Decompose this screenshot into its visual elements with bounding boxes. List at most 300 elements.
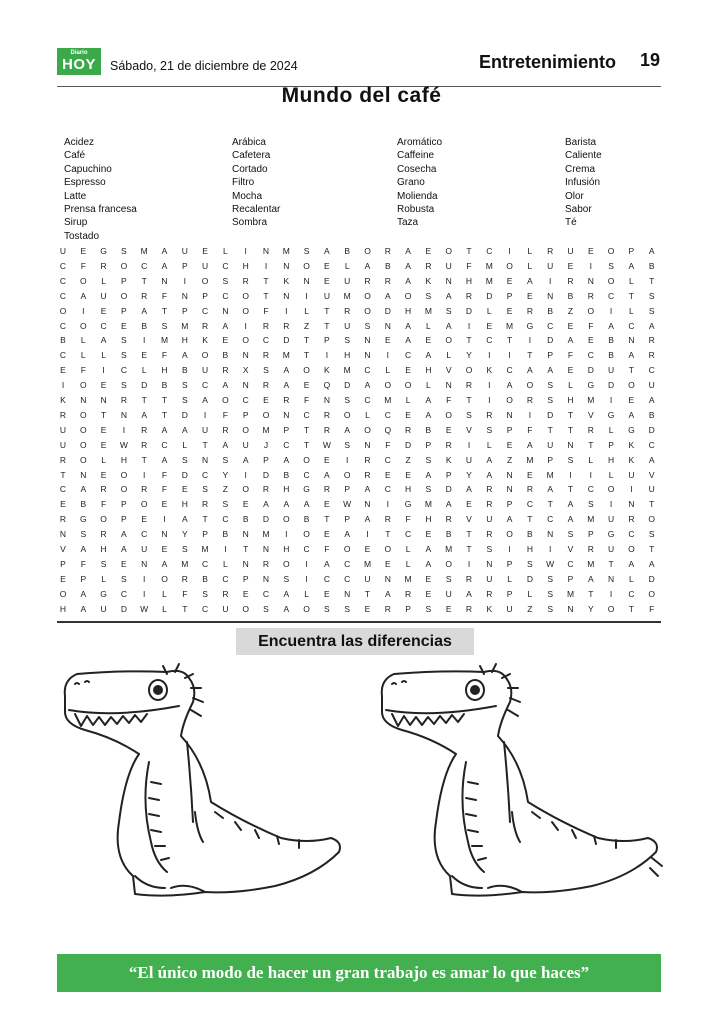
grid-letter: B: [445, 529, 452, 540]
grid-letter: D: [181, 469, 188, 480]
grid-letter: R: [486, 529, 493, 540]
grid-letter: P: [283, 424, 290, 435]
grid-letter: U: [648, 380, 655, 391]
grid-letter: E: [324, 454, 330, 465]
grid-letter: D: [648, 424, 655, 435]
grid-letter: K: [425, 275, 432, 286]
grid-letter: O: [120, 260, 128, 271]
grid-letter: P: [445, 469, 452, 480]
grid-letter: H: [100, 544, 107, 554]
grid-letter: I: [467, 558, 471, 569]
grid-letter: N: [608, 573, 615, 584]
grid-letter: C: [59, 290, 67, 301]
grid-letter: T: [161, 305, 168, 316]
grid-letter: A: [425, 350, 432, 361]
grid-letter: M: [363, 558, 372, 569]
grid-letter: E: [425, 573, 432, 584]
grid-letter: T: [466, 246, 472, 256]
grid-letter: O: [607, 246, 615, 256]
grid-letter: A: [364, 260, 371, 271]
grid-letter: C: [344, 573, 351, 584]
grid-letter: F: [182, 588, 188, 599]
grid-letter: N: [506, 484, 513, 495]
grid-letter: V: [587, 409, 594, 420]
grid-letter: A: [364, 380, 371, 391]
grid-letter: I: [589, 469, 592, 480]
grid-letter: P: [242, 409, 249, 420]
grid-letter: C: [202, 469, 209, 480]
word-list-item: Recalentar: [232, 204, 281, 215]
grid-letter: R: [526, 395, 533, 405]
grid-letter: A: [567, 335, 574, 346]
grid-letter: I: [467, 439, 471, 450]
grid-letter: C: [648, 439, 655, 450]
grid-letter: O: [343, 469, 351, 480]
grid-letter: A: [628, 350, 635, 361]
grid-letter: F: [222, 409, 228, 420]
grid-letter: A: [587, 573, 594, 584]
grid-letter: U: [547, 260, 554, 271]
grid-letter: U: [59, 439, 67, 450]
grid-letter: I: [488, 380, 491, 391]
word-list-item: Espresso: [64, 177, 106, 189]
grid-letter: R: [526, 484, 533, 495]
grid-letter: A: [648, 395, 655, 405]
grid-letter: A: [181, 514, 188, 525]
grid-letter: U: [486, 573, 493, 584]
grid-letter: O: [79, 320, 87, 331]
grid-letter: O: [445, 558, 452, 569]
grid-letter: O: [303, 529, 310, 540]
grid-letter: P: [202, 290, 208, 301]
grid-letter: L: [101, 573, 106, 584]
grid-letter: D: [608, 380, 615, 391]
grid-letter: O: [404, 290, 412, 301]
grid-letter: N: [506, 409, 513, 420]
grid-letter: B: [141, 320, 148, 331]
grid-letter: O: [79, 409, 87, 420]
grid-letter: S: [547, 603, 554, 614]
grid-letter: L: [608, 424, 614, 435]
word-list-item: Barista: [565, 137, 597, 148]
grid-letter: N: [567, 603, 574, 614]
grid-letter: N: [242, 558, 249, 569]
grid-letter: E: [222, 335, 229, 346]
grid-letter: T: [527, 514, 533, 525]
grid-letter: I: [244, 320, 247, 331]
grid-letter: T: [466, 395, 472, 405]
grid-letter: O: [79, 439, 87, 450]
grid-letter: C: [202, 603, 209, 614]
grid-letter: E: [324, 499, 330, 510]
grid-letter: E: [384, 469, 391, 480]
grid-letter: L: [507, 573, 512, 584]
grid-letter: R: [526, 305, 533, 316]
grid-letter: R: [100, 260, 107, 271]
grid-letter: M: [282, 350, 290, 361]
grid-letter: C: [303, 469, 310, 480]
grid-letter: N: [161, 275, 168, 286]
grid-letter: C: [283, 439, 290, 450]
grid-letter: R: [486, 588, 493, 599]
grid-letter: D: [648, 573, 655, 584]
grid-letter: T: [202, 514, 208, 525]
grid-letter: Q: [384, 424, 392, 435]
grid-letter: E: [384, 335, 391, 346]
grid-letter: N: [120, 409, 127, 420]
grid-letter: O: [303, 454, 310, 465]
grid-letter: R: [59, 514, 67, 525]
grid-letter: B: [425, 424, 432, 435]
word-list-item: Prensa francesa: [64, 204, 137, 215]
grid-letter: O: [607, 275, 615, 286]
grid-letter: O: [201, 275, 209, 286]
grid-letter: P: [425, 439, 432, 450]
grid-letter: U: [242, 439, 249, 450]
grid-letter: M: [404, 573, 412, 584]
grid-letter: U: [608, 365, 615, 376]
grid-letter: C: [303, 544, 310, 554]
grid-letter: S: [445, 305, 452, 316]
word-list-item: Infusión: [565, 177, 601, 189]
grid-letter: M: [445, 544, 453, 554]
grid-letter: U: [59, 246, 67, 256]
grid-letter: T: [466, 529, 472, 540]
grid-letter: I: [609, 588, 613, 599]
grid-letter: E: [567, 365, 574, 376]
grid-letter: E: [100, 305, 107, 316]
grid-letter: H: [181, 335, 188, 346]
grid-letter: B: [384, 260, 391, 271]
word-list-item: Arábica: [232, 137, 266, 148]
grid-letter: I: [264, 260, 268, 271]
grid-letter: P: [181, 305, 188, 316]
grid-letter: O: [465, 365, 473, 376]
grid-letter: T: [141, 454, 147, 465]
grid-letter: U: [648, 484, 655, 495]
grid-letter: U: [100, 603, 107, 614]
grid-letter: O: [282, 514, 290, 525]
grid-letter: U: [344, 320, 351, 331]
grid-letter: B: [344, 246, 351, 256]
grid-letter: C: [587, 350, 594, 361]
issue-date: Sábado, 21 de diciembre de 2024: [110, 59, 298, 73]
grid-letter: S: [344, 603, 351, 614]
grid-letter: A: [222, 380, 229, 391]
grid-letter: P: [547, 454, 554, 465]
grid-letter: F: [446, 395, 452, 405]
grid-letter: S: [648, 529, 655, 540]
grid-letter: D: [120, 603, 127, 614]
grid-letter: S: [648, 305, 655, 316]
grid-letter: A: [648, 558, 655, 569]
grid-letter: A: [222, 320, 229, 331]
grid-letter: I: [508, 246, 511, 256]
grid-letter: O: [445, 409, 452, 420]
grid-letter: N: [547, 290, 554, 301]
grid-letter: T: [303, 439, 310, 450]
grid-letter: O: [648, 588, 655, 599]
grid-letter: L: [101, 275, 106, 286]
grid-letter: I: [244, 469, 247, 480]
grid-letter: O: [140, 499, 148, 510]
grid-letter: R: [587, 544, 594, 554]
grid-letter: G: [607, 409, 615, 420]
grid-letter: O: [526, 380, 534, 391]
grid-letter: S: [121, 380, 127, 391]
grid-letter: O: [242, 305, 249, 316]
grid-letter: D: [547, 409, 554, 420]
grid-letter: C: [384, 484, 391, 495]
grid-letter: U: [222, 603, 229, 614]
grid-letter: L: [80, 335, 86, 346]
grid-letter: I: [346, 454, 349, 465]
grid-letter: L: [101, 454, 106, 465]
grid-letter: N: [486, 558, 493, 569]
grid-letter: I: [183, 275, 186, 286]
grid-letter: E: [100, 439, 107, 450]
grid-letter: B: [608, 335, 614, 346]
grid-letter: S: [486, 544, 493, 554]
grid-letter: C: [141, 529, 148, 540]
grid-letter: L: [365, 409, 370, 420]
grid-letter: A: [405, 335, 411, 346]
grid-letter: G: [79, 514, 87, 525]
grid-letter: B: [648, 409, 655, 420]
grid-letter: S: [303, 246, 310, 256]
grid-letter: S: [121, 246, 127, 256]
logo-small-text: Diario: [70, 50, 88, 56]
word-list-item: Tostado: [64, 230, 100, 242]
grid-letter: T: [141, 395, 147, 405]
grid-letter: O: [303, 365, 310, 376]
grid-letter: F: [405, 514, 411, 525]
grid-letter: L: [405, 558, 411, 569]
grid-letter: E: [161, 544, 168, 554]
grid-letter: A: [202, 395, 208, 405]
grid-letter: R: [323, 424, 330, 435]
grid-letter: F: [161, 469, 168, 480]
grid-letter: D: [405, 439, 412, 450]
grid-letter: R: [344, 305, 351, 316]
grid-letter: N: [222, 305, 229, 316]
grid-letter: E: [527, 469, 533, 480]
grid-letter: T: [567, 409, 574, 420]
grid-letter: I: [386, 499, 389, 510]
word-list-item: Caliente: [565, 150, 602, 162]
grid-letter: C: [59, 275, 67, 286]
grid-letter: C: [364, 395, 371, 405]
grid-letter: A: [324, 469, 330, 480]
grid-letter: N: [303, 275, 310, 286]
word-list-item: Sabor: [565, 204, 592, 215]
grid-letter: G: [100, 588, 107, 599]
grid-letter: P: [263, 454, 269, 465]
grid-letter: C: [242, 395, 249, 405]
grid-letter: P: [506, 424, 513, 435]
grid-letter: I: [549, 275, 552, 286]
grid-letter: I: [609, 499, 613, 510]
grid-letter: I: [143, 469, 146, 480]
grid-letter: H: [608, 454, 615, 465]
grid-letter: S: [181, 380, 188, 391]
grid-letter: U: [506, 603, 513, 614]
grid-letter: D: [526, 573, 533, 584]
grid-letter: P: [181, 260, 188, 271]
grid-letter: W: [140, 603, 149, 614]
grid-letter: E: [506, 275, 513, 286]
grid-letter: F: [324, 544, 330, 554]
grid-letter: L: [223, 558, 228, 569]
grid-letter: S: [161, 320, 168, 331]
grid-letter: U: [344, 275, 351, 286]
grid-letter: R: [364, 275, 371, 286]
grid-letter: L: [162, 588, 167, 599]
grid-letter: L: [344, 260, 350, 271]
grid-letter: T: [385, 529, 391, 540]
grid-letter: B: [161, 380, 168, 391]
grid-letter: L: [527, 588, 533, 599]
grid-letter: N: [445, 275, 452, 286]
grid-letter: E: [425, 529, 432, 540]
grid-letter: S: [222, 454, 229, 465]
grid-letter: N: [80, 469, 87, 480]
grid-letter: T: [547, 499, 553, 510]
grid-letter: B: [80, 499, 87, 510]
crocodile-illustration-right: [372, 662, 672, 922]
grid-letter: E: [425, 246, 432, 256]
grid-letter: T: [141, 275, 147, 286]
grid-letter: L: [527, 260, 533, 271]
grid-letter: K: [283, 275, 290, 286]
grid-letter: S: [547, 588, 554, 599]
grid-letter: A: [466, 484, 472, 495]
grid-letter: P: [121, 499, 127, 510]
grid-letter: S: [425, 603, 432, 614]
grid-letter: B: [202, 573, 208, 584]
grid-letter: Z: [303, 320, 310, 331]
word-list-item: Robusta: [397, 204, 435, 215]
grid-letter: R: [445, 439, 452, 450]
grid-letter: C: [100, 320, 107, 331]
word-list-item: Café: [64, 150, 86, 162]
grid-letter: L: [80, 350, 86, 361]
grid-letter: E: [324, 275, 330, 286]
grid-letter: C: [506, 365, 513, 376]
grid-letter: L: [304, 305, 309, 316]
grid-letter: T: [527, 350, 533, 361]
grid-letter: Z: [405, 454, 411, 465]
grid-letter: I: [609, 305, 613, 316]
grid-letter: E: [60, 499, 66, 510]
grid-letter: K: [445, 454, 452, 465]
grid-letter: G: [526, 320, 534, 331]
word-list-item: Cafetera: [232, 150, 271, 162]
grid-letter: U: [567, 246, 574, 256]
grid-letter: A: [648, 320, 655, 331]
grid-letter: O: [445, 335, 452, 346]
grid-letter: M: [160, 335, 169, 346]
grid-letter: R: [567, 275, 574, 286]
grid-letter: P: [242, 573, 249, 584]
grid-letter: L: [608, 469, 614, 480]
grid-letter: R: [141, 290, 148, 301]
grid-letter: V: [466, 514, 472, 525]
grid-letter: A: [547, 365, 554, 376]
grid-letter: N: [283, 409, 290, 420]
grid-letter: S: [181, 454, 188, 465]
grid-letter: S: [445, 573, 452, 584]
grid-letter: F: [80, 558, 86, 569]
grid-letter: E: [384, 558, 391, 569]
logo-big-text: HOY: [61, 56, 96, 73]
grid-letter: C: [59, 260, 67, 271]
grid-letter: E: [405, 409, 411, 420]
grid-letter: G: [100, 246, 107, 256]
grid-letter: P: [80, 573, 87, 584]
grid-letter: E: [506, 439, 513, 450]
grid-letter: I: [325, 350, 329, 361]
grid-letter: A: [283, 499, 290, 510]
grid-letter: O: [303, 260, 310, 271]
grid-letter: N: [364, 499, 371, 510]
grid-letter: O: [364, 305, 371, 316]
grid-letter: B: [181, 365, 188, 376]
grid-letter: A: [80, 603, 87, 614]
grid-letter: A: [121, 529, 127, 540]
grid-letter: I: [508, 544, 511, 554]
grid-letter: D: [384, 305, 391, 316]
grid-letter: M: [181, 558, 189, 569]
word-list-item: Molienda: [397, 190, 438, 202]
page-number: 19: [640, 50, 661, 70]
grid-letter: E: [100, 469, 107, 480]
grid-letter: S: [466, 409, 472, 420]
grid-letter: N: [161, 529, 168, 540]
grid-letter: R: [100, 529, 107, 540]
grid-letter: N: [262, 573, 270, 584]
grid-letter: R: [262, 350, 270, 361]
grid-letter: M: [566, 588, 575, 599]
grid-letter: B: [648, 260, 655, 271]
grid-letter: C: [547, 320, 554, 331]
grid-letter: C: [59, 350, 67, 361]
grid-letter: C: [222, 290, 229, 301]
grid-letter: O: [59, 588, 67, 599]
grid-letter: O: [262, 409, 270, 420]
grid-letter: D: [181, 409, 188, 420]
grid-letter: C: [120, 365, 127, 376]
grid-letter: V: [445, 365, 452, 376]
grid-letter: C: [202, 558, 209, 569]
grid-letter: K: [486, 365, 493, 376]
grid-letter: R: [587, 290, 594, 301]
grid-letter: B: [567, 290, 574, 301]
grid-letter: U: [202, 260, 209, 271]
grid-letter: M: [384, 395, 392, 405]
grid-letter: C: [628, 529, 635, 540]
grid-letter: N: [587, 275, 594, 286]
grid-letter: F: [588, 320, 594, 331]
grid-letter: M: [262, 424, 270, 435]
grid-letter: P: [608, 439, 614, 450]
grid-letter: A: [425, 409, 432, 420]
grid-letter: C: [120, 588, 127, 599]
grid-letter: O: [628, 544, 635, 554]
grid-letter: S: [608, 260, 614, 271]
grid-letter: H: [242, 260, 249, 271]
grid-letter: T: [324, 305, 330, 316]
